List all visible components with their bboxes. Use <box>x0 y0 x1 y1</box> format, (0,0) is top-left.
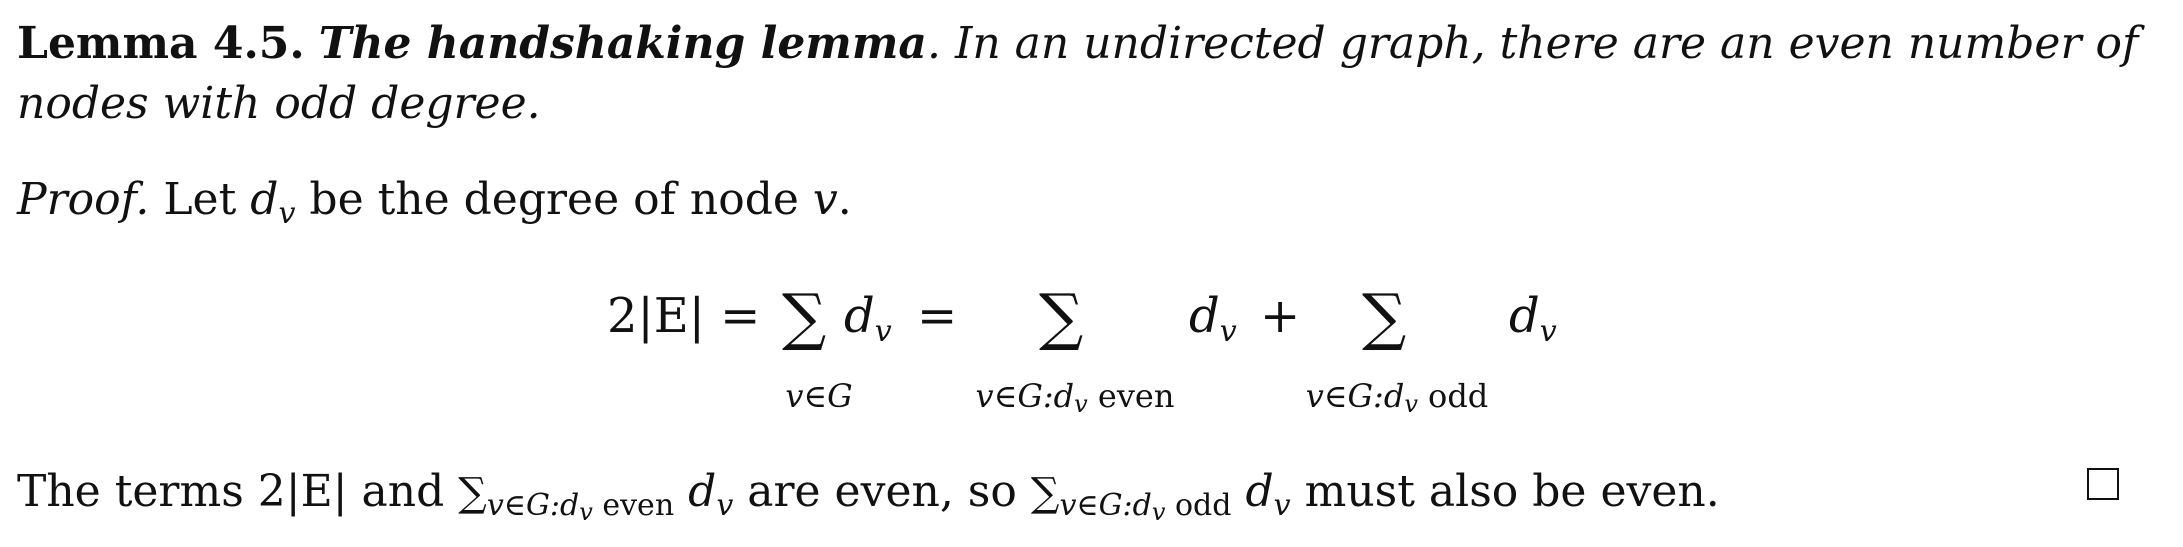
lemma-statement-line-2: nodes with odd degree. <box>17 78 541 129</box>
inline-sum-2-sub-word: odd <box>1174 488 1232 523</box>
under-2-math: v∈G:d <box>975 377 1075 415</box>
under-3-word: odd <box>1428 377 1489 415</box>
inline-sum-2-sub-math: v∈G:d <box>1059 488 1152 523</box>
lemma-statement-line-1: In an undirected graph, there are an even number of <box>954 18 2139 69</box>
qed-box-icon <box>2087 468 2119 500</box>
proof-label: Proof. <box>17 174 150 225</box>
inline-sum-1-sub <box>486 488 675 526</box>
conclusion-post: must also be even. <box>1304 466 1720 517</box>
proof-let: Let <box>163 174 237 225</box>
equation-lhs: 2|E| = <box>607 288 761 344</box>
equation-term3: d <box>1509 288 1540 344</box>
lemma-line-1 <box>17 18 2139 69</box>
conclusion-d-2-sub: v <box>1273 488 1291 523</box>
inline-sum-2: ∑ <box>1030 470 1060 516</box>
equation-under-2 <box>965 377 1185 418</box>
inline-sum-1-sub-word: even <box>602 488 675 523</box>
equation-under-3 <box>1292 377 1502 418</box>
display-equation <box>17 280 2167 422</box>
lemma-page <box>17 0 2167 547</box>
conclusion-pre: The terms 2|E| and <box>17 466 445 517</box>
equation-term1-sub: v <box>874 314 892 349</box>
under-3-sub: v <box>1404 390 1418 418</box>
conclusion-d-2: d <box>1245 466 1274 517</box>
equation-term2: d <box>1189 288 1220 344</box>
under-2-word: even <box>1097 377 1175 415</box>
equation-eq2: = <box>917 288 958 344</box>
inline-sum-2-sub-v: v <box>1151 498 1166 526</box>
under-1-text: v∈G <box>785 377 853 415</box>
proof-var-d: d <box>250 174 279 225</box>
equation-term2-sub: v <box>1219 314 1237 349</box>
proof-intro-text: be the degree of node <box>309 174 799 225</box>
inline-sum-1-sub-v: v <box>579 498 593 526</box>
under-3-math: v∈G:d <box>1305 377 1405 415</box>
proof-node-var: v <box>812 174 838 225</box>
sum-symbol-3: ∑ <box>1362 280 1407 353</box>
proof-period: . <box>837 174 852 225</box>
equation-term3-sub: v <box>1539 314 1557 349</box>
lemma-name-punct: . <box>926 18 941 69</box>
equation-plus: + <box>1260 288 1301 344</box>
sum-symbol-2: ∑ <box>1039 280 1084 353</box>
lemma-name: The handshaking lemma <box>318 18 927 69</box>
lemma-label: Lemma 4.5. <box>17 18 305 69</box>
proof-intro <box>17 174 852 231</box>
proof-var-d-sub: v <box>278 196 296 231</box>
conclusion-mid: are even, so <box>747 466 1017 517</box>
under-2-sub: v <box>1074 390 1088 418</box>
proof-conclusion <box>17 466 1720 526</box>
inline-sum-2-sub <box>1059 488 1232 526</box>
equation-under-1 <box>769 377 869 415</box>
inline-sum-1: ∑ <box>458 470 487 516</box>
conclusion-d: d <box>688 466 717 517</box>
lemma-line-2 <box>17 78 541 129</box>
equation-term1: d <box>844 288 875 344</box>
sum-symbol-1: ∑ <box>782 280 827 353</box>
conclusion-d-sub: v <box>716 488 734 523</box>
inline-sum-1-sub-math: v∈G:d <box>486 488 580 523</box>
